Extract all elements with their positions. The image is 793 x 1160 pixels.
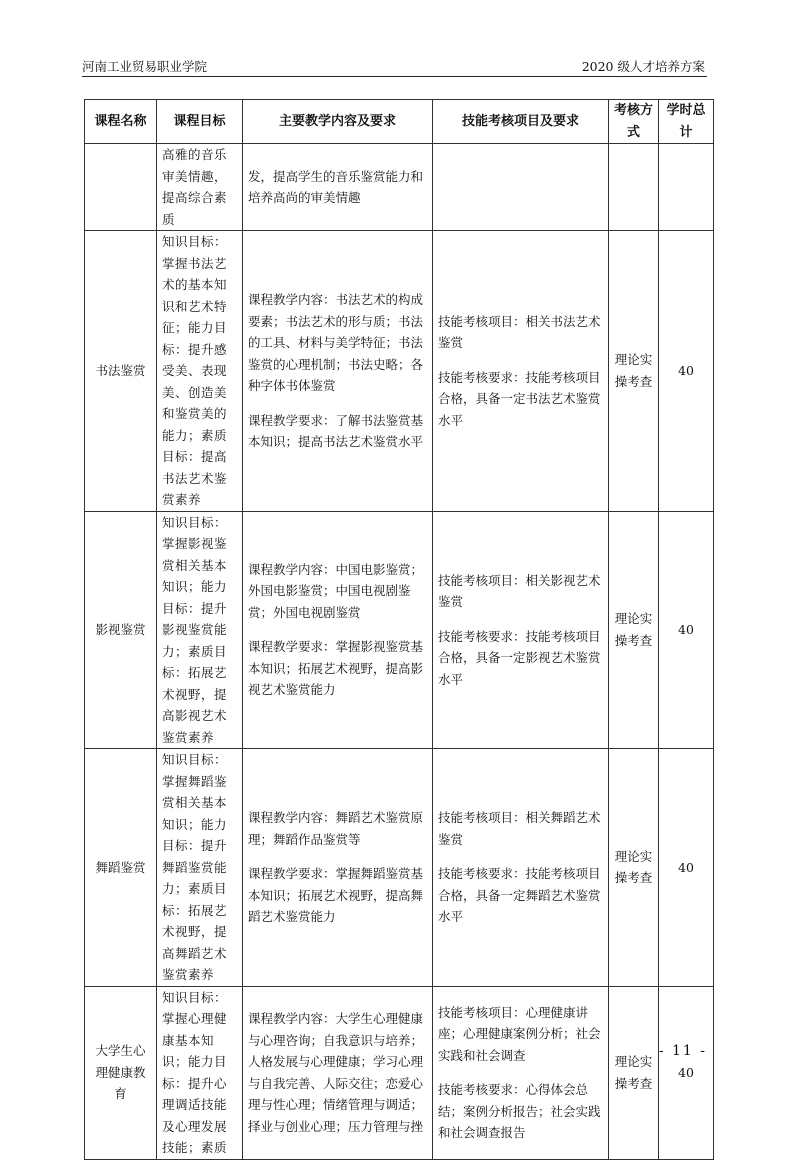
course-skill	[433, 511, 609, 749]
course-content	[243, 231, 433, 512]
course-name	[85, 144, 157, 231]
course-goal: 知识目标：掌握舞蹈鉴赏相关基本知识；能力目标：提升舞蹈鉴赏能力；素质目标：拓展艺术视野，提高舞蹈艺术鉴赏素养	[157, 749, 243, 987]
course-table	[84, 99, 714, 1160]
course-goal: 知识目标：掌握影视鉴赏相关基本知识；能力目标：提升影视鉴赏能力；素质目标：拓展艺术视野，提高影视艺术鉴赏素养	[157, 511, 243, 749]
skill-requirement: 技能考核要求：技能考核项目合格，具备一定影视艺术鉴赏水平	[438, 628, 601, 687]
course-hours	[659, 144, 714, 231]
course-hours: 40	[659, 986, 714, 1159]
course-goal: 高雅的音乐审美情趣，提高综合素质	[157, 144, 243, 231]
course-name: 影视鉴赏	[85, 511, 157, 749]
course-name: 书法鉴赏	[85, 231, 157, 512]
skill-project: 技能考核项目：相关影视艺术鉴赏	[438, 572, 601, 609]
header-course-name: 课程名称	[85, 100, 157, 144]
header-course-goal: 课程目标	[157, 100, 243, 144]
course-skill	[433, 986, 609, 1159]
course-content	[243, 511, 433, 749]
table-row	[85, 511, 714, 749]
course-name: 大学生心理健康教育	[85, 986, 157, 1159]
course-hours: 40	[659, 231, 714, 512]
skill-requirement: 技能考核要求：技能考核项目合格，具备一定舞蹈艺术鉴赏水平	[438, 866, 601, 924]
course-exam: 理论实操考查	[609, 231, 659, 512]
content-requirement: 课程教学要求：掌握舞蹈鉴赏基本知识；拓展艺术视野，提高舞蹈艺术鉴赏能力	[248, 866, 424, 924]
course-skill	[433, 749, 609, 987]
header-document-title: 2020 级人才培养方案	[581, 59, 705, 74]
header-skill-assessment: 技能考核项目及要求	[433, 100, 609, 144]
header-teaching-content: 主要教学内容及要求	[243, 100, 433, 144]
course-content	[243, 986, 433, 1159]
course-exam: 理论实操考查	[609, 749, 659, 987]
content-teaching: 课程教学内容：舞蹈艺术鉴赏原理；舞蹈作品鉴赏等	[248, 810, 424, 847]
table-header-row	[85, 100, 714, 144]
table-row	[85, 144, 714, 231]
table-row	[85, 749, 714, 987]
header-exam-method: 考核方式	[609, 100, 659, 144]
course-content	[243, 144, 433, 231]
content-requirement: 课程教学要求：了解书法鉴赏基本知识；提高书法艺术鉴赏水平	[248, 412, 424, 449]
skill-project: 技能考核项目：相关书法艺术鉴赏	[438, 313, 601, 350]
header-rule	[82, 76, 707, 77]
course-skill	[433, 144, 609, 231]
course-goal: 知识目标：掌握书法艺术的基本知识和艺术特征；能力目标：提升感受美、表现美、创造美和鉴赏美的能力；素质目标：提高书法艺术鉴赏素养	[157, 231, 243, 512]
course-exam	[609, 144, 659, 231]
course-exam: 理论实操考查	[609, 511, 659, 749]
skill-requirement: 技能考核要求：心得体会总结；案例分析报告；社会实践和社会调查报告	[438, 1082, 601, 1140]
skill-project: 技能考核项目：心理健康讲座；心理健康案例分析；社会实践和社会调查	[438, 1004, 601, 1063]
skill-requirement: 技能考核要求：技能考核项目合格，具备一定书法艺术鉴赏水平	[438, 369, 601, 428]
content-teaching: 课程教学内容：中国电影鉴赏；外国电影鉴赏；中国电视剧鉴赏；外国电视剧鉴赏	[248, 561, 424, 620]
course-hours: 40	[659, 749, 714, 987]
table-row	[85, 986, 714, 1159]
content-requirement: 课程教学要求：掌握影视鉴赏基本知识；拓展艺术视野，提高影视艺术鉴赏能力	[248, 639, 424, 698]
course-goal: 知识目标：掌握心理健康基本知识；能力目标：提升心理调适技能及心理发展技能；素质	[157, 986, 243, 1159]
table-row	[85, 231, 714, 512]
content-teaching: 课程教学内容：书法艺术的构成要素；书法艺术的形与质；书法的工具、材料与美学特征；书法鉴赏的心理机制；书法史略；各种字体书体鉴赏	[248, 292, 424, 393]
course-exam: 理论实操考查	[609, 986, 659, 1159]
header-total-hours: 学时总计	[659, 100, 714, 144]
header-school-name: 河南工业贸易职业学院	[82, 59, 208, 74]
course-content	[243, 749, 433, 987]
content-text: 发，提高学生的音乐鉴赏能力和培养高尚的审美情趣	[248, 168, 424, 205]
skill-project: 技能考核项目：相关舞蹈艺术鉴赏	[438, 810, 601, 847]
course-hours: 40	[659, 511, 714, 749]
course-skill	[433, 231, 609, 512]
content-teaching: 课程教学内容：大学生心理健康与心理咨询；自我意识与培养；人格发展与心理健康；学习心理与自我完善、人际交往；恋爱心理与性心理；情绪管理与调适；择业与创业心理；压力管理与挫	[248, 1011, 424, 1134]
page-number: - 11 -	[658, 1043, 707, 1059]
course-name: 舞蹈鉴赏	[85, 749, 157, 987]
